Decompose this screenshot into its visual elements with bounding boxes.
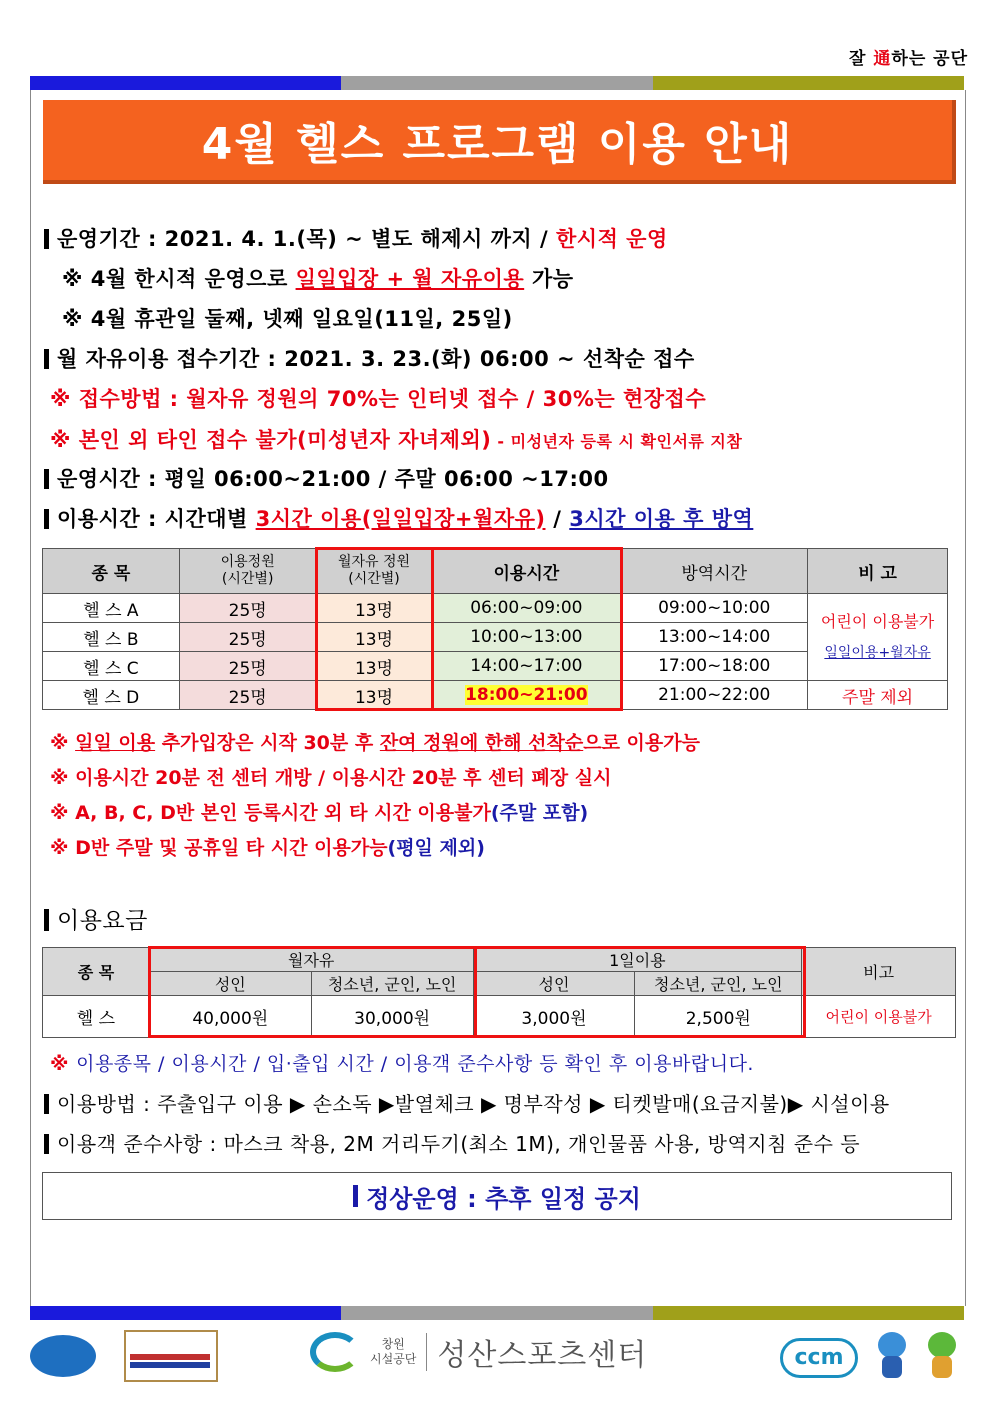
operation-period: 운영기간 : 2021. 4. 1.(목) ~ 별도 해제시 까지 / 한시적 운영 (44, 223, 668, 253)
guide-usage-method: 이용방법 : 주출입구 이용 ▶ 손소독 ▶발열체크 ▶ 명부작성 ▶ 티켓발매(요금지불)▶ 시설이용 (44, 1088, 890, 1117)
slogan: 잘 通하는 공단 (849, 49, 968, 69)
bottom-color-bar (30, 1306, 964, 1320)
bullet-marker (44, 1134, 49, 1154)
row-usage-time: 18:00~21:00 (432, 681, 621, 710)
row-monthly-capacity: 13명 (316, 594, 432, 623)
fee-header-adult: 성인 (473, 972, 635, 996)
row-monthly-capacity: 13명 (316, 652, 432, 681)
row-disinfect-time: 21:00~22:00 (621, 681, 808, 710)
row-usage-time: 10:00~13:00 (432, 623, 621, 652)
city-slogan-logo-icon (30, 1335, 96, 1377)
row-capacity: 25명 (179, 594, 316, 623)
row-item: 헬 스 D (43, 681, 180, 710)
bullet-marker (44, 1094, 49, 1114)
note-d-class-weekend: ※ D반 주말 및 공휴일 타 시간 이용가능(평일 제외) (50, 837, 485, 859)
normal-operation-notice: 정상운영 : 추후 일정 공지 (42, 1172, 952, 1220)
bullet-marker (353, 1185, 358, 1207)
fee-header-item: 종 목 (43, 948, 150, 996)
fee-header-youth: 청소년, 군인, 노인 (311, 972, 473, 996)
row-item: 헬 스 A (43, 594, 180, 623)
header-monthly-capacity: 월자유 정원 (시간별) (316, 549, 432, 594)
highlight-box-daily-fee (474, 946, 806, 1038)
note-closed-days: ※ 4월 휴관일 둘째, 넷째 일요일(11일, 25일) (62, 307, 513, 331)
ccm-logo: ccm (780, 1338, 858, 1378)
registration-method: ※ 접수방법 : 월자유 정원의 70%는 인터넷 접수 / 30%는 현장접수 (50, 387, 707, 411)
row-usage-time: 06:00~09:00 (432, 594, 621, 623)
fee-monthly-youth: 30,000원 (311, 996, 473, 1038)
bullet-marker (44, 909, 49, 931)
bullet-marker (44, 349, 49, 369)
fee-section-title: 이용요금 (44, 902, 148, 935)
fee-daily-youth: 2,500원 (635, 996, 802, 1038)
highlight-box-monthly-fee (148, 946, 477, 1038)
bullet-marker (44, 509, 49, 529)
usage-hours: 이용시간 : 시간대별 3시간 이용(일일입장+월자유) / 3시간 이용 후 방역 (44, 503, 753, 533)
registration-period: 월 자유이용 접수기간 : 2021. 3. 23.(화) 06:00 ~ 선착순 접수 (44, 343, 695, 373)
fee-header-daily: 1일이용 (473, 948, 802, 972)
top-color-bar (30, 76, 964, 90)
header-note: 비 고 (808, 549, 948, 594)
header-usage-time: 이용시간 (432, 549, 621, 594)
center-name: 성산스포츠센터 (437, 1338, 648, 1373)
mascot-green-icon (922, 1332, 962, 1380)
registration-restriction: ※ 본인 외 타인 접수 불가(미성년자 자녀제외) - 미성년자 등록 시 확인서류 지참 (50, 428, 743, 452)
header-disinfect-time: 방역시간 (621, 549, 808, 594)
fee-header-note: 비고 (802, 948, 956, 996)
header-capacity: 이용정원 (시간별) (179, 549, 316, 594)
fee-header-monthly: 월자유 (149, 948, 473, 972)
fee-header-adult: 성인 (149, 972, 311, 996)
fee-daily-adult: 3,000원 (473, 996, 635, 1038)
note-april-operation: ※ 4월 한시적 운영으로 일일입장 + 월 자유이용 가능 (62, 267, 574, 291)
row-item: 헬 스 C (43, 652, 180, 681)
guide-check-notice: ※ 이용종목 / 이용시간 / 입·출입 시간 / 이용객 준수사항 등 확인 후 이용바랍니다. (50, 1053, 754, 1075)
certification-logo-icon (124, 1330, 218, 1382)
org-name: 창원 시설공단 (370, 1337, 417, 1366)
highlight-box-monthly (315, 547, 434, 711)
bullet-marker (44, 229, 49, 249)
row-monthly-capacity: 13명 (316, 623, 432, 652)
row-disinfect-time: 09:00~10:00 (621, 594, 808, 623)
row-capacity: 25명 (179, 652, 316, 681)
row-note-weekend: 주말 제외 (808, 681, 948, 710)
row-monthly-capacity: 13명 (316, 681, 432, 710)
operating-hours: 운영시간 : 평일 06:00~21:00 / 주말 06:00 ~17:00 (44, 463, 609, 493)
note-daily-entry: ※ 일일 이용 추가입장은 시작 30분 후 잔여 정원에 한해 선착순으로 이용가능 (50, 732, 700, 754)
note-class-restriction: ※ A, B, C, D반 본인 등록시간 외 타 시간 이용불가(주말 포함) (50, 802, 589, 824)
note-center-open: ※ 이용시간 20분 전 센터 개방 / 이용시간 20분 후 센터 폐장 실시 (50, 767, 612, 789)
row-capacity: 25명 (179, 623, 316, 652)
row-note: 어린이 이용불가 일일이용+월자유 (808, 594, 948, 681)
row-item: 헬 스 B (43, 623, 180, 652)
bullet-marker (44, 469, 49, 489)
row-disinfect-time: 17:00~18:00 (621, 652, 808, 681)
center-logo (310, 1330, 647, 1374)
mascot-blue-icon (872, 1332, 912, 1380)
fee-monthly-adult: 40,000원 (149, 996, 311, 1038)
guide-user-rules: 이용객 준수사항 : 마스크 착용, 2M 거리두기(최소 1M), 개인물품 사용, 방역지침 준수 등 (44, 1128, 860, 1157)
fee-header-youth: 청소년, 군인, 노인 (635, 972, 802, 996)
row-disinfect-time: 13:00~14:00 (621, 623, 808, 652)
fee-row-item: 헬 스 (43, 996, 150, 1038)
highlight-box-time (431, 547, 623, 711)
corporation-swirl-icon (310, 1332, 360, 1372)
page-title: 4월 헬스 프로그램 이용 안내 (43, 100, 956, 184)
header-item: 종 목 (43, 549, 180, 594)
row-capacity: 25명 (179, 681, 316, 710)
fee-row-note: 어린이 이용불가 (802, 996, 956, 1038)
row-usage-time: 14:00~17:00 (432, 652, 621, 681)
